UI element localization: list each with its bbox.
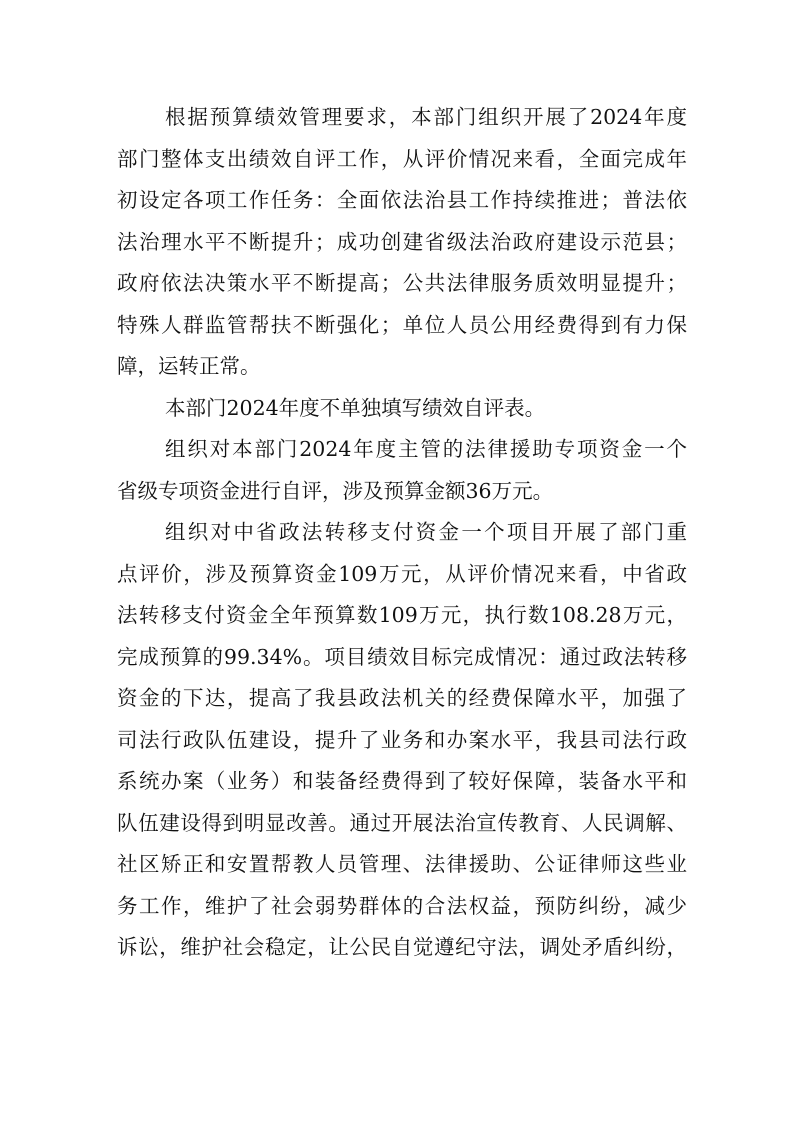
text-line: 点评价，涉及预算资金109万元，从评价情况来看，中省政 <box>117 561 687 586</box>
text-line: 队伍建设得到明显改善。通过开展法治宣传教育、人民调解、 <box>117 810 687 835</box>
paragraph-self-evaluation-form <box>117 388 687 430</box>
text-line: 本部门2024年度不单独填写绩效自评表。 <box>165 395 546 420</box>
text-line: 系统办案（业务）和装备经费得到了较好保障，装备水平和 <box>117 769 687 793</box>
text-line: 务工作，维护了社会弱势群体的合法权益，预防纠纷，减少 <box>117 893 687 918</box>
text-line: 组织对本部门2024年度主管的法律援助专项资金一个 <box>165 437 687 461</box>
text-line: 障，运转正常。 <box>117 354 261 378</box>
text-line: 诉讼，维护社会稳定，让公民自觉遵纪守法，调处矛盾纠纷， <box>117 935 687 959</box>
paragraph-special-fund <box>117 429 687 512</box>
body-text <box>117 97 687 969</box>
text-line: 初设定各项工作任务：全面依法治县工作持续推进；普法依 <box>117 188 687 212</box>
text-line: 政府依法决策水平不断提高；公共法律服务质效明显提升； <box>117 271 687 295</box>
text-line: 法治理水平不断提升；成功创建省级法治政府建设示范县； <box>117 229 687 254</box>
text-line: 完成预算的99.34%。项目绩效目标完成情况：通过政法转移 <box>117 644 687 669</box>
text-line: 部门整体支出绩效自评工作，从评价情况来看，全面完成年 <box>117 146 687 171</box>
paragraph-overall-evaluation <box>117 97 687 388</box>
text-line: 社区矫正和安置帮教人员管理、法律援助、公证律师这些业 <box>117 852 687 876</box>
text-line: 司法行政队伍建设，提升了业务和办案水平，我县司法行政 <box>117 727 687 752</box>
text-line: 省级专项资金进行自评，涉及预算金额36万元。 <box>117 478 554 503</box>
text-line: 资金的下达，提高了我县政法机关的经费保障水平，加强了 <box>117 686 687 710</box>
text-line: 根据预算绩效管理要求，本部门组织开展了2024年度 <box>165 105 687 129</box>
text-line: 法转移支付资金全年预算数109万元，执行数108.28万元， <box>117 603 687 627</box>
text-line: 特殊人群监管帮扶不断强化；单位人员公用经费得到有力保 <box>117 312 687 337</box>
paragraph-key-evaluation <box>117 512 687 969</box>
text-line: 组织对中省政法转移支付资金一个项目开展了部门重 <box>165 520 687 544</box>
